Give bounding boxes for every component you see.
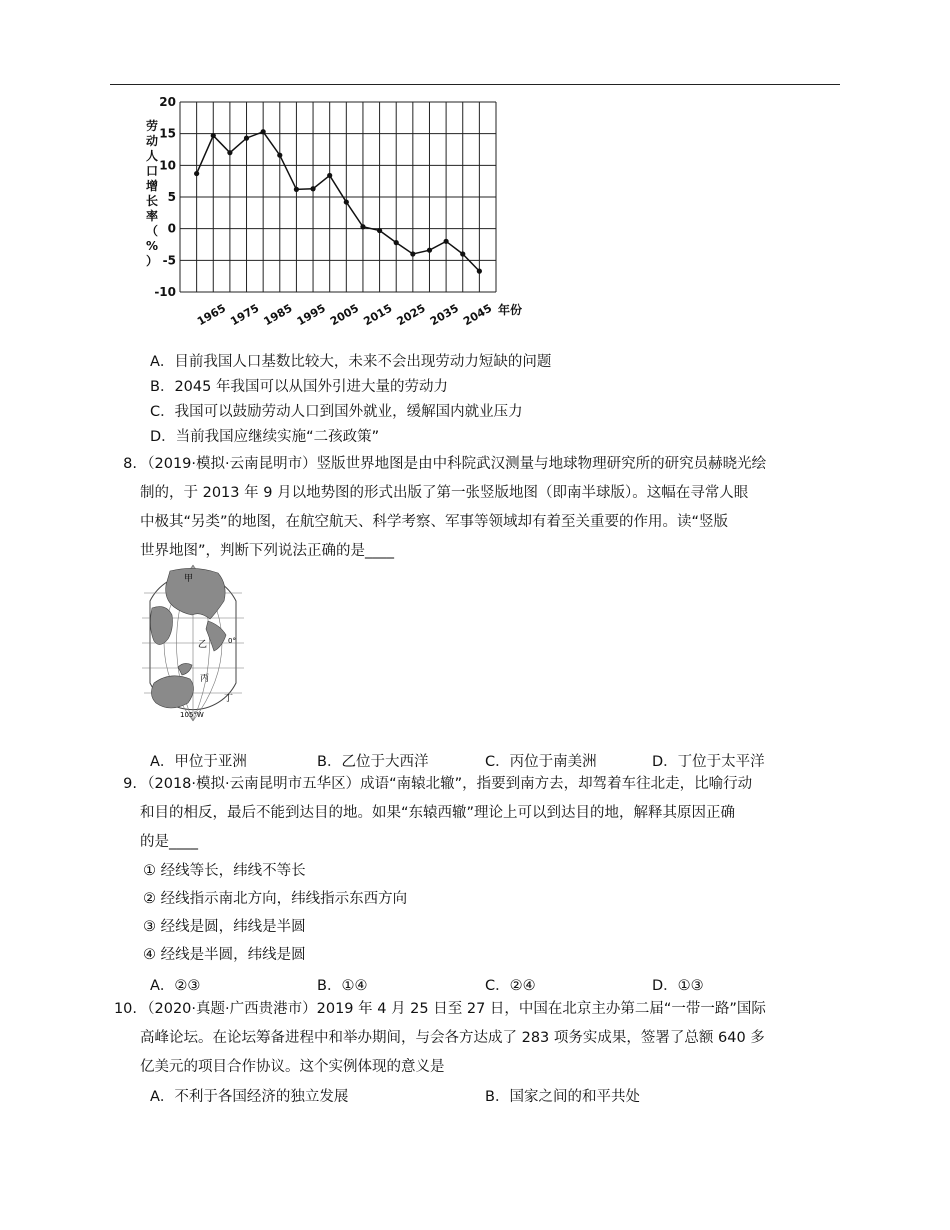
q8-option-d[interactable]: D．丁位于太平洋 xyxy=(652,754,765,770)
series-line xyxy=(197,132,480,271)
y-tick-label: -5 xyxy=(162,253,176,268)
data-point xyxy=(310,186,315,191)
q9-stem-line: （2018·模拟·云南昆明市五华区）成语“南辕北辙”，指要到南方去，却驾着车往北走，比喻行动 xyxy=(140,776,753,792)
q9-item-4: ④ 经线是半圆，纬线是圆 xyxy=(143,947,306,963)
map-label-longitude: 105°W xyxy=(180,711,204,719)
q9-stem-line: 的是____ xyxy=(140,834,198,850)
q9-option-c[interactable]: C．②④ xyxy=(485,978,536,994)
y-tick-label: 20 xyxy=(159,95,176,109)
y-axis-title-char: 人 xyxy=(145,149,159,163)
y-tick-label: -10 xyxy=(154,285,176,299)
q10-option-b[interactable]: B．国家之间的和平共处 xyxy=(485,1089,640,1105)
q7-option-b[interactable]: B．2045 年我国可以从国外引进大量的劳动力 xyxy=(150,379,448,395)
q8-option-b[interactable]: B．乙位于大西洋 xyxy=(317,754,429,770)
y-axis-title-char: 动 xyxy=(145,134,159,148)
q8-number: 8. xyxy=(123,456,137,472)
y-axis-title-char: 增 xyxy=(145,179,159,193)
data-point xyxy=(460,251,465,256)
q9-option-d[interactable]: D．①③ xyxy=(652,978,704,994)
y-axis-title-char: % xyxy=(145,239,159,253)
data-point xyxy=(194,171,199,176)
q8-option-a[interactable]: A．甲位于亚洲 xyxy=(150,754,247,770)
q10-stem-line: （2020·真题·广西贵港市）2019 年 4 月 25 日至 27 日，中国在北京主办第二届“一带一路”国际 xyxy=(140,1001,766,1017)
data-point xyxy=(211,133,216,138)
y-tick-label: 10 xyxy=(159,158,176,173)
data-point xyxy=(410,251,415,256)
q8-stem-line: 世界地图”，判断下列说法正确的是____ xyxy=(140,543,395,559)
y-axis-title-char: （ xyxy=(145,224,159,238)
q10-stem-line: 亿美元的项目合作协议。这个实例体现的意义是 xyxy=(140,1059,445,1075)
data-point xyxy=(394,240,399,245)
y-tick-label: 0 xyxy=(167,221,176,236)
x-tick-label: 2035 xyxy=(427,301,461,329)
x-tick-label: 2025 xyxy=(394,301,428,329)
data-point xyxy=(444,239,449,244)
data-point xyxy=(377,228,382,233)
x-tick-label: 1975 xyxy=(228,301,262,329)
q9-option-a[interactable]: A．②③ xyxy=(150,978,201,994)
y-axis-title-char: 长 xyxy=(145,194,159,208)
y-axis-title-char: 口 xyxy=(145,164,159,178)
q9-item-3: ③ 经线是圆，纬线是半圆 xyxy=(143,919,306,935)
map-label-ding: 丁 xyxy=(224,694,234,704)
q7-option-d[interactable]: D．当前我国应继续实施“二孩政策” xyxy=(150,429,380,445)
q10-stem-line: 高峰论坛。在论坛筹备进程中和举办期间，与会各方达成了 283 项务实成果，签署了总额 640 多 xyxy=(140,1030,765,1046)
q8-stem-line: 制的，于 2013 年 9 月以地势图的形式出版了第一张竖版地图（即南半球版）。这幅在寻常人眼 xyxy=(140,485,749,501)
x-tick-label: 2005 xyxy=(328,301,362,329)
data-point xyxy=(261,129,266,134)
data-point xyxy=(244,136,249,141)
x-tick-label: 2045 xyxy=(461,301,495,329)
data-point xyxy=(360,224,365,229)
q8-stem-line: 中极其“另类”的地图，在航空航天、科学考察、军事等领域却有着至关重要的作用。读“竖版 xyxy=(140,514,729,530)
vertical-world-map xyxy=(140,563,246,723)
x-axis-title: 年份 xyxy=(498,303,523,317)
x-tick-label: 2015 xyxy=(361,301,395,329)
map-label-bing: 丙 xyxy=(200,674,210,684)
data-point xyxy=(327,173,332,178)
q7-option-c[interactable]: C．我国可以鼓励劳动人口到国外就业，缓解国内就业压力 xyxy=(150,404,523,420)
q7-option-a[interactable]: A．目前我国人口基数比较大，未来不会出现劳动力短缺的问题 xyxy=(150,354,552,370)
map-label-jia: 甲 xyxy=(184,574,194,584)
y-axis-title-char: ） xyxy=(145,254,159,268)
data-point xyxy=(294,187,299,192)
x-tick-label: 1965 xyxy=(195,301,229,329)
y-tick-label: 5 xyxy=(167,190,176,204)
q9-item-1: ① 经线等长，纬线不等长 xyxy=(143,863,306,879)
y-axis-title-char: 劳 xyxy=(145,119,159,133)
q9-item-2: ② 经线指示南北方向，纬线指示东西方向 xyxy=(143,891,408,907)
data-point xyxy=(427,248,432,253)
y-axis-title-char: 率 xyxy=(145,209,159,223)
q10-option-a[interactable]: A．不利于各国经济的独立发展 xyxy=(150,1089,349,1105)
data-point xyxy=(277,153,282,158)
map-label-equator: 0° xyxy=(228,637,236,645)
x-tick-label: 1985 xyxy=(261,301,295,329)
header-rule xyxy=(110,84,840,85)
data-point xyxy=(344,199,349,204)
map-label-yi: 乙 xyxy=(198,640,208,650)
y-tick-label: 15 xyxy=(159,126,176,141)
q9-stem-line: 和目的相反，最后不能到达目的地。如果“东辕西辙”理论上可以到达目的地，解释其原因正确 xyxy=(140,805,736,821)
x-tick-label: 1995 xyxy=(294,301,328,329)
q9-option-b[interactable]: B．①④ xyxy=(317,978,368,994)
q8-stem-line: （2019·模拟·云南昆明市）竖版世界地图是由中科院武汉测量与地球物理研究所的研究员赫晓光绘 xyxy=(140,456,767,472)
q10-number: 10. xyxy=(113,1001,137,1017)
q9-number: 9. xyxy=(123,776,137,792)
data-point xyxy=(227,150,232,155)
q8-option-c[interactable]: C．丙位于南美洲 xyxy=(485,754,597,770)
data-point xyxy=(477,269,482,274)
labor-growth-chart xyxy=(138,92,528,332)
